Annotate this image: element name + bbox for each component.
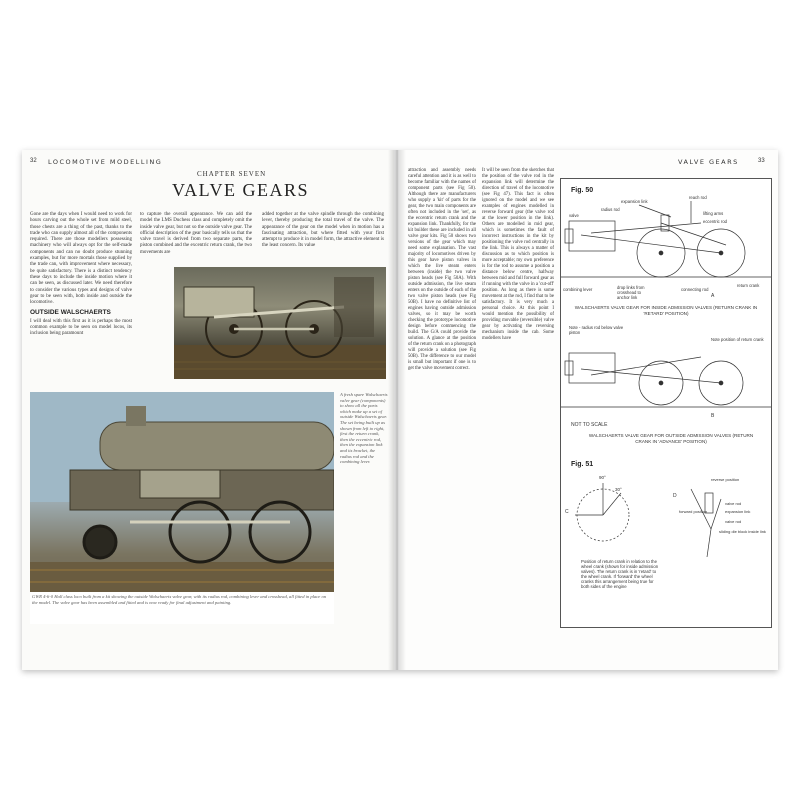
locomotive-photo-caption: GWR 4-6-0 Hall class loco built from a kit showing the outside Walschaerts valve gear, with its radius rod, combining lever and crosshead, all fitted in place on the model. The valve gear has been assembled and fitted and is now ready for final adjustment and painting. — [32, 594, 327, 605]
fig51-label-die-block: sliding die block inside link — [719, 529, 766, 534]
fig50b-diagram — [561, 339, 771, 419]
label-valve: valve — [569, 213, 579, 218]
valve-gear-photo-art — [174, 267, 386, 379]
fig51-deg2: 30° — [615, 487, 622, 492]
fig51-label: Fig. 51 — [571, 461, 594, 468]
fig51-label-expansion-link: expansion link — [725, 509, 751, 514]
left-page — [22, 150, 394, 670]
right-page-number: 33 — [758, 158, 765, 164]
locomotive-photo-art — [30, 392, 334, 624]
right-running-head: VALVE GEARS — [678, 158, 739, 166]
fig51-c-marker: C — [565, 509, 569, 515]
left-running-head: LOCOMOTIVE MODELLING — [48, 158, 163, 166]
fig50-note2: Note position of return crank — [711, 337, 764, 342]
fig50-not-to-scale: NOT TO SCALE — [571, 422, 608, 428]
right-column-1 — [408, 168, 476, 372]
left-column-1 — [30, 212, 132, 338]
right-col1-body: attraction and assembly needs careful attention and it is as well to become familiar with the names of component parts (see Fig 50). Although there are manufacturers who supply a 'kit' of parts for the gear, the two main components are often not included in the 'set', as the eccentric return crank and the expansion link. Thankfully, for the kit builder these are included in all valve gear kits. Fig 50 shows two versions of the gear which may need some explanation. The vast majority of locomotives driven by this gear have piston valves in which the live steam enters between (inside) the two valve piston heads (see Fig 50A). With outside admission, the live steam enters on the outside of each of the two valve piston heads (see Fig 50B). I have no definitive list of engines having outside admission valves, so it may be worth checking the prototype locomotive design before commencing the build. The G/A could provide the solution. A glance at the position of the return crank on a photograph will provide a solution (see Fig 50B). The difference to our model is small but important if one is to get the valve movement correct. — [408, 168, 476, 371]
right-col2-body: It will be seen from the sketches that the position of the valve rod in the expansion link will determine the direction of travel of the locomotive (see Fig 47). This fact is often ignored on the model and we see examples of engines modelled in reverse forward gear (the valve rod at the lower position in the link). Others are modelled in mid gear, which is sometimes the fault of incorrect instructions in the kit by positioning the valve rod centrally in the link. This is always a matter of discussion as to which position is more acceptable; my own preference is for the rod to assume a position a distance below centre, halfway between mid and full forward gear as if running with the valve in a 'cut-off' position. As long as there is some movement at the rod, I find that to be satisfactory. It is very much a personal choice. At this point I would mention the possibility of providing movable (reversible) valve gear by activating the reversing mechanism inside the cab. Some modellers have — [482, 168, 554, 341]
right-column-2 — [482, 168, 554, 342]
fig51-d-marker: D — [673, 493, 677, 499]
fig50-label: Fig. 50 — [571, 187, 594, 194]
fig50-b-marker: B — [711, 413, 715, 419]
section-subhead: OUTSIDE WALSCHAERTS — [30, 309, 111, 317]
left-col1-body2: I will deal with this first as it is perhaps the most common example to be seen on model locos, its inclusion being paramount — [30, 318, 132, 337]
fig50-note1: Note - radius rod below valve piston — [569, 325, 624, 335]
book-gutter — [388, 150, 406, 670]
label-reach-rod: reach rod — [689, 195, 707, 200]
fig51-deg1: 90° — [599, 475, 606, 480]
fig50-caption-b: WALSCHAERTS VALVE GEAR FOR OUTSIDE ADMISSION VALVES (RETURN CRANK IN 'ADVANCE' POSITION) — [588, 433, 754, 444]
chapter-title: VALVE GEARS — [172, 180, 310, 200]
book-spread — [22, 150, 778, 670]
label-combining-lever: combining lever — [563, 287, 593, 292]
fig51-label-valve-rod-2: valve rod — [725, 519, 742, 524]
fig51-label-valve-rod: valve rod — [725, 501, 742, 506]
label-drop-links-3: anchor link — [617, 295, 638, 300]
label-drop-links: drop links from — [617, 285, 645, 290]
label-expansion-link: expansion link — [621, 199, 648, 204]
figure-panel — [560, 178, 772, 628]
fig50-a-marker: A — [711, 293, 715, 299]
label-radius-rod: radius rod — [601, 207, 620, 212]
valve-gear-photo — [174, 267, 386, 379]
label-eccentric-rod: eccentric rod — [703, 219, 727, 224]
fig50a-diagram — [561, 193, 771, 303]
label-drop-links-2: crosshead to — [617, 290, 641, 295]
left-col2-body: to capture the overall appearance. We can add the model the LMS Duchess class and completely omit the inside valve gear, but not so the outside valve gear. The official description of the gear basically tells us that the valve travel is derived from two separate parts, the piston combined and the excentric return crank, the two movements are — [140, 212, 252, 255]
label-return-crank: return crank — [737, 283, 760, 288]
left-column-2 — [140, 212, 252, 256]
left-column-3 — [262, 212, 384, 250]
chapter-label: CHAPTER SEVEN — [197, 170, 267, 178]
side-caption: A fresh spare Walschaerts valve gear (components) to show all the parts which make up a set of outside Walschaerts gear. The set being built up as shown from left to right, first the return crank, then the eccentric rod, then the expansion link and its bracket, the radius rod and the combining lever. — [340, 392, 388, 465]
fig51-label-reverse: reverse position — [711, 477, 740, 482]
fig50-caption-a: WALSCHAERTS VALVE GEAR FOR INSIDE ADMISSION VALVES (RETURN CRANK IN 'RETARD' POSITION) — [574, 305, 758, 316]
label-connecting-rod: connecting rod — [681, 287, 709, 292]
fig51-caption: Position of return crank in relation to the wheel crank (shown for inside admission valves). The return crank is in 'retard' to the wheel crank. If 'forward' the wheel cranks this arrangement being true for both sides of the engine — [581, 559, 659, 589]
left-col1-body: Gone are the days when I would need to work for hours carving out the whole set from mild steel, those chests are a thing of the past, thanks to the trade who can supply almost all of the components required. There are those modellers possessing machinery who will always opt for the self-made components and can no doubt produce stunning examples, but for more mortals those supplied by the trade can, with improvement where necessary, be quite satisfactory. There is a distinct tendency these days to include the inside motion where it can be seen, as discussed later. We need therefore to consider the various types and designs of valve gear to be seen with, both inside and outside the locomotive. — [30, 212, 132, 306]
left-page-number: 32 — [30, 158, 37, 164]
left-col3-body: added together at the valve spindle through the combining lever, thereby producing the total travel of the valve. The appearance of the gear on the model when in motion has a fascinating attraction, but where fitted with your first attempt to produce it in model form, the attractive element is the least concern. Its value — [262, 212, 384, 249]
label-lifting-arms: lifting arms — [703, 211, 724, 216]
fig51-label-forward: forward position — [679, 509, 708, 514]
locomotive-photo — [30, 392, 334, 624]
right-page — [400, 150, 778, 670]
fig51-diagram — [561, 469, 771, 569]
